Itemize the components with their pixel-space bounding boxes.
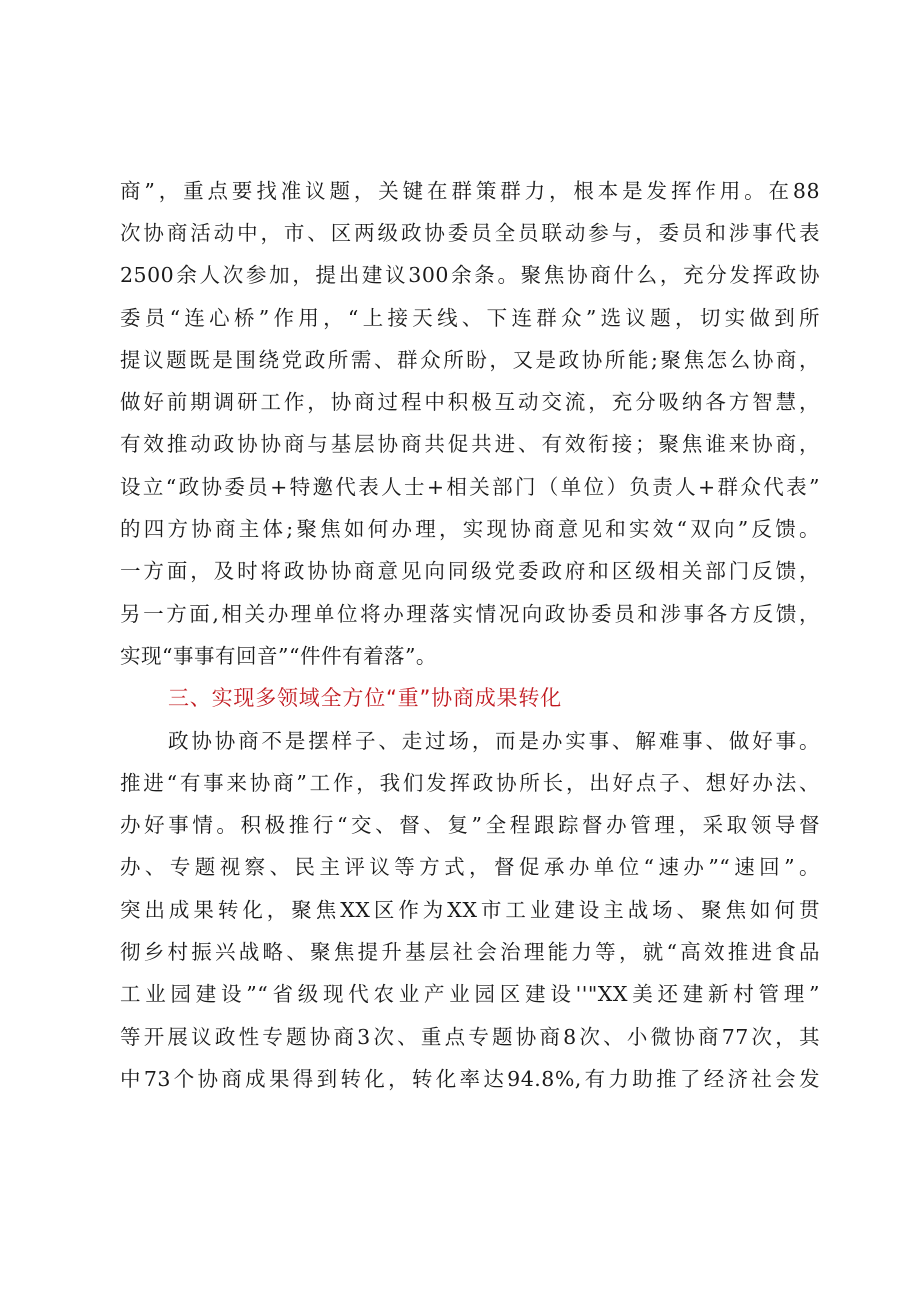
- section-heading: 三、实现多领域全方位“重”协商成果转化: [168, 686, 562, 710]
- paragraph-line: 推进“有事来协商”工作，我们发挥政协所长，出好点子、想好办法、: [120, 771, 820, 795]
- paragraph-line: 另一方面,相关办理单位将办理落实情况向政协委员和涉事各方反馈，: [120, 602, 820, 626]
- paragraph-line: 2500余人次参加，提出建议300余条。聚焦协商什么，充分发挥政协: [120, 263, 820, 287]
- paragraph-line: 一方面，及时将政协协商意见向同级党委政府和区级相关部门反馈，: [120, 559, 820, 583]
- paragraph-line: 提议题既是围绕党政所需、群众所盼，又是政协所能;聚焦怎么协商，: [120, 348, 820, 372]
- paragraph-line: 办、专题视察、民主评议等方式，督促承办单位“速办”“速回”。: [120, 855, 820, 879]
- paragraph-line: 委员“连心桥”作用，“上接天线、下连群众”选议题，切实做到所: [120, 306, 820, 330]
- paragraph-line: 做好前期调研工作，协商过程中积极互动交流，充分吸纳各方智慧，: [120, 390, 820, 414]
- paragraph-line: 办好事情。积极推行“交、督、复”全程跟踪督办管理，采取领导督: [120, 813, 820, 837]
- paragraph-line: 设立“政协委员+特邀代表人士+相关部门（单位）负责人+群众代表”: [120, 475, 820, 499]
- paragraph-line: 工业园建设”“省级现代农业产业园区建设''"XX美还建新村管理”: [120, 982, 820, 1006]
- paragraph-line: 次协商活动中，市、区两级政协委员全员联动参与，委员和涉事代表: [120, 221, 820, 245]
- paragraph-line: 彻乡村振兴战略、聚焦提升基层社会治理能力等，就“高效推进食品: [120, 940, 820, 964]
- paragraph-line: 政协协商不是摆样子、走过场，而是办实事、解难事、做好事。: [168, 729, 820, 753]
- paragraph-line: 的四方协商主体;聚焦如何办理，实现协商意见和实效“双向”反馈。: [120, 517, 820, 541]
- paragraph-line: 商”，重点要找准议题，关键在群策群力，根本是发挥作用。在88: [120, 179, 820, 203]
- paragraph-line: 突出成果转化，聚焦XX区作为XX市工业建设主战场、聚焦如何贯: [120, 898, 820, 922]
- paragraph-line: 实现“事事有回音”“件件有着落”。: [120, 644, 437, 668]
- paragraph-line: 等开展议政性专题协商3次、重点专题协商8次、小微协商77次，其: [120, 1025, 820, 1049]
- paragraph-line: 中73个协商成果得到转化，转化率达94.8%,有力助推了经济社会发: [120, 1067, 820, 1091]
- paragraph-line: 有效推动政协协商与基层协商共促共进、有效衔接；聚焦谁来协商，: [120, 432, 820, 456]
